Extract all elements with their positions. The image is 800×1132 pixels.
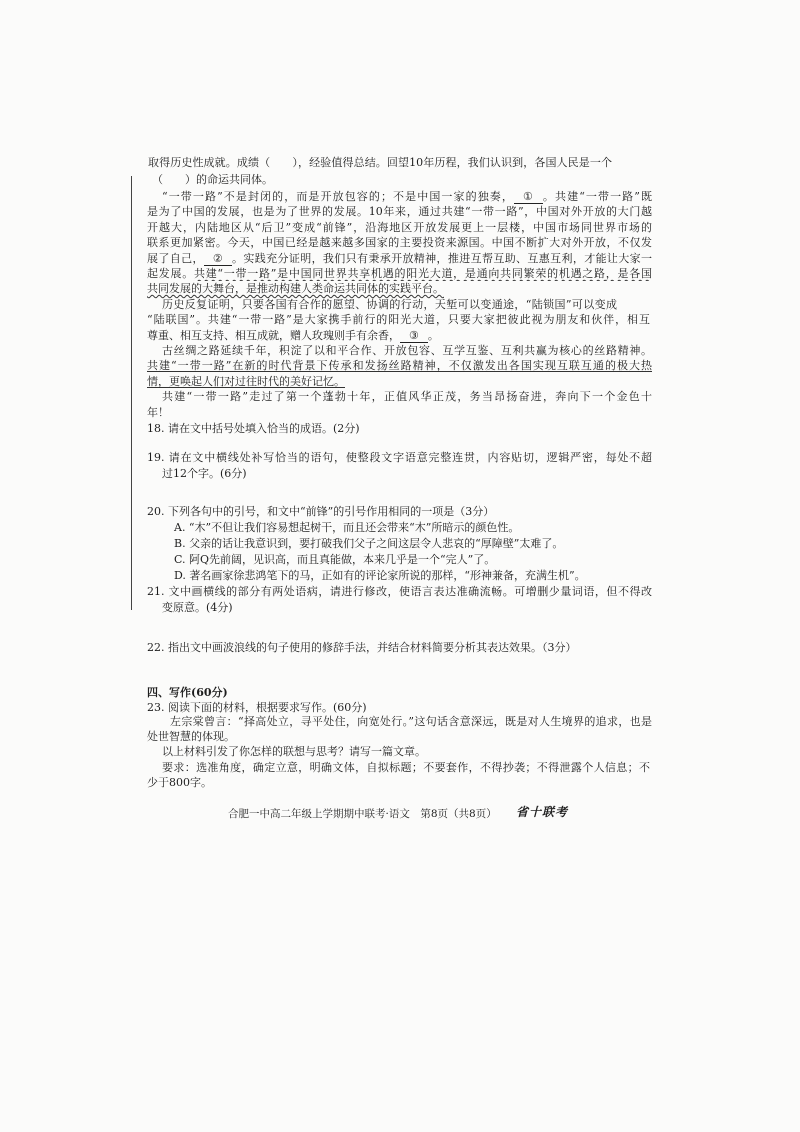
passage-line: 开越大，内陆地区从“后卫”变成“前锋”，沿海地区开放发展更上一层楼，中国市场同世界市场的 [147, 221, 652, 234]
option-a: A. “木”不但让我们容易想起树干，而且还会带来“木”所暗示的颜色性。 [174, 521, 520, 534]
blank-2: ② [204, 252, 232, 266]
passage-line [162, 190, 652, 204]
option-b: B. 父亲的话让我意识到，要打破我们父子之间这层令人悲哀的“厚障壁”太难了。 [174, 537, 564, 550]
passage-line: 共建“一带一路”走过了第一个蓬勃十年，正值风华正茂，务当昂扬奋进，奔向下一个金色十 [162, 390, 652, 403]
question-21-cont: 变原意。(4分) [162, 601, 233, 614]
wavy-underlined-sentence: 共同发展的大舞台，是推动构建人类命运共同体的实践平台。 [147, 282, 444, 295]
passage-line [147, 252, 652, 266]
underlined-sentence: 情，更唤起人们对过往时代的美好记忆。 [147, 375, 345, 388]
passage-text: 。实践充分证明，我们只有秉承开放精神，推进互帮互助、互惠互利，才能让大家一 [232, 252, 652, 265]
scan-margin-line [131, 176, 132, 610]
question-22: 22. 指出文中画波浪线的句子使用的修辞手法，并结合材料简要分析其表达效果。（3分） [147, 641, 577, 654]
passage-line [147, 329, 439, 343]
passage-text: 起发展。 [147, 267, 194, 280]
writing-material-cont: 处世智慧的体现。 [147, 730, 235, 743]
passage-text: 展了自己， [147, 252, 204, 265]
writing-material: 左宗棠曾言：“择高处立，寻平处住，向宽处行。”这句话含意深远，既是对人生境界的追求，也是 [170, 715, 652, 728]
passage-line: 取得历史性成就。成绩（ ），经验值得总结。回望10年历程，我们认识到，各国人民是一个 [148, 156, 612, 169]
passage-line [147, 267, 652, 281]
option-c: C. 阿Q先前阔，见识高，而且真能做，本来几乎是一个“完人”了。 [174, 553, 496, 566]
question-23: 23. 阅读下面的材料，根据要求写作。(60分) [147, 701, 367, 714]
question-20: 20. 下列各句中的引号，和文中“前锋”的引号作用相同的一项是（3分） [147, 505, 495, 518]
passage-line: 联系更加紧密。今天，中国已经是越来越多国家的主要投资来源国。中国不断扩大对外开放，不仅发 [147, 236, 652, 249]
writing-prompt: 以上材料引发了你怎样的联想与思考？请写一篇文章。 [162, 745, 426, 758]
wavy-underlined-sentence: 共建“一带一路”是中国同世界共享机遇的阳光大道，是通向共同繁荣的机遇之路，是各国 [193, 267, 652, 280]
question-18: 18. 请在文中括号处填入恰当的成语。(2分) [147, 422, 360, 435]
passage-line: 历史反复证明，只要各国有合作的愿望、协调的行动，天堑可以变通途，“陆锁国”可以变成 [162, 298, 617, 311]
passage-line: 年！ [147, 406, 169, 419]
section-heading: 四、写作(60分) [147, 686, 228, 699]
writing-requirements: 要求：选准角度，确定立意，明确文体，自拟标题；不要套作，不得抄袭；不得泄露个人信息；不 [162, 761, 650, 774]
question-21: 21. 文中画横线的部分有两处语病，请进行修改，使语言表达准确流畅。可增删少量词语，但不得改 [147, 585, 652, 598]
passage-line: “陆联国”。共建“一带一路”是大家携手前行的阳光大道，只要大家把彼此视为朋友和伙伴，相互 [147, 313, 650, 326]
question-19-cont: 过12个字。(6分) [162, 467, 247, 480]
blank-1: ① [514, 190, 543, 204]
passage-text: 。 [427, 329, 439, 342]
writing-requirements-cont: 少于800字。 [147, 776, 212, 789]
footer-text: 合肥一中高二年级上学期期中联考·语文 第8页（共8页） [228, 808, 497, 820]
passage-line: 是为了中国的发展，也是为了世界的发展。10年来，通过共建“一带一路”，中国对外开放的大门越 [147, 205, 652, 218]
passage-line: （ ）的命运共同体。 [152, 173, 273, 186]
passage-text: “一带一路”不是封闭的，而是开放包容的；不是中国一家的独奏， [162, 190, 514, 203]
question-19: 19. 请在文中横线处补写恰当的语句，使整段文字语意完整连贯，内容贴切，逻辑严密，每处不超 [147, 451, 652, 464]
passage-line: 古丝绸之路延续千年，积淀了以和平合作、开放包容、互学互鉴、互利共赢为核心的丝路精神。 [162, 344, 652, 357]
blank-3: ③ [400, 329, 428, 343]
footer-brand: 省十联考 [516, 805, 569, 819]
underlined-sentence: 共建“一带一路”在新的时代背景下传承和发扬丝路精神，不仅激发出各国实现互联互通的极大热 [147, 359, 652, 372]
option-d: D. 著名画家徐悲鸿笔下的马，正如有的评论家所说的那样，“形神兼备，充满生机”。 [174, 569, 586, 582]
passage-text: 。共建“一带一路”既 [542, 190, 652, 203]
passage-text: 尊重、相互支持、相互成就，赠人玫瑰则手有余香， [147, 329, 400, 342]
